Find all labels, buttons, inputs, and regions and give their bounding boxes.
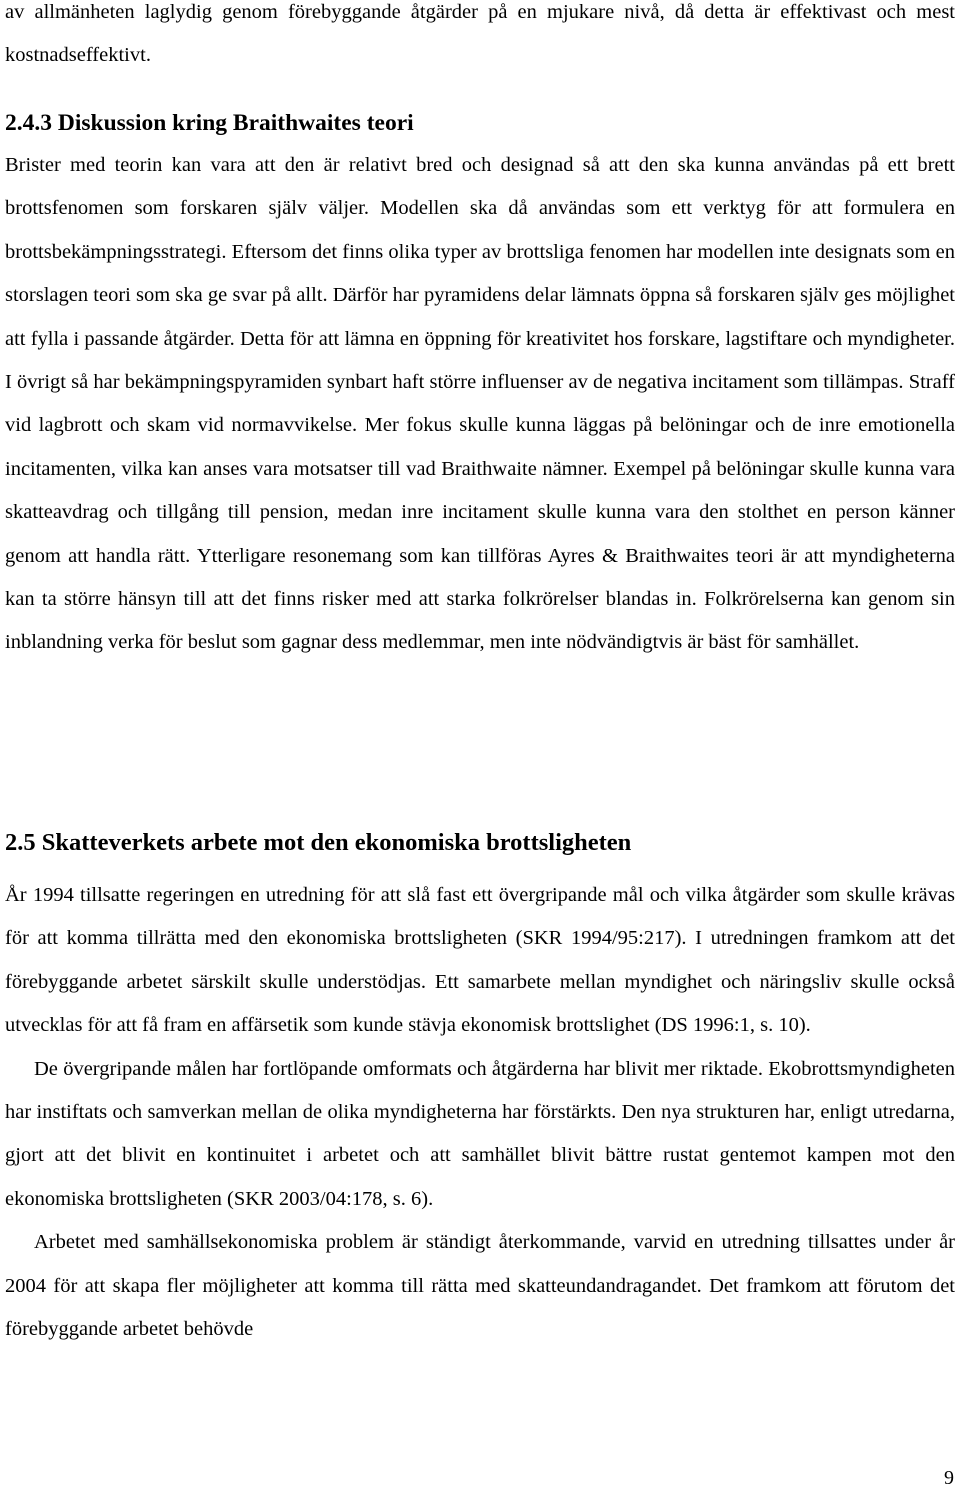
heading-section-2-4-3: 2.4.3 Diskussion kring Braithwaites teori	[5, 110, 414, 136]
page-number: 9	[944, 1467, 954, 1489]
paragraph-utredning-1994: År 1994 tillsatte regeringen en utredning för att slå fast ett övergripande mål och vilka åtgärder som skulle krävas för att komma tillrätta med den ekonomiska brottsligheten (SKR 1994/95:217). I utredningen framkom att det förebyggande arbetet särskilt skulle understödjas. Ett samarbete mellan myndighet och näringsliv skulle också utvecklas för att få fram en affärsetik som kunde stävja ekonomisk brottslighet (DS 1996:1, s. 10).	[5, 884, 955, 1037]
paragraph-overgripande-malen: De övergripande målen har fortlöpande omformats och åtgärderna har blivit mer riktade. Ekobrottsmyndigheten har instiftats och samverkan mellan de olika myndigheterna har förstärkts. Den nya strukturen har, enligt utredarna, gjort att det blivit en kontinuitet i arbetet och att samhället blivit bättre rustat gentemot kampen mot den ekonomiska brottsligheten (SKR 2003/04:178, s. 6).	[5, 1057, 955, 1210]
paragraph-samhallsekonomiska-problem: Arbetet med samhällsekonomiska problem är ständigt återkommande, varvid en utredning tillsattes under år 2004 för att skapa fler möjligheter att komma till rätta med skatteundandragandet. Det framkom att förutom det förebyggande arbetet behövde	[5, 1231, 955, 1341]
section-25-body	[5, 874, 955, 1351]
section-243-body	[5, 144, 955, 665]
intro-block	[5, 0, 955, 78]
paragraph-braithwaite-discussion: Brister med teorin kan vara att den är relativt bred och designad så att den ska kunna användas på ett brett brottsfenomen som forskaren själv väljer. Modellen ska då användas som ett verktyg för att formulera en brottsbekämpningsstrategi. Eftersom det finns olika typer av brottsliga fenomen har modellen inte designats som en storslagen teori som ska ge svar på allt. Därför har pyramidens delar lämnats öppna så forskaren själv ges möjlighet att fylla i passande åtgärder. Detta för att lämna en öppning för kreativitet hos forskare, lagstiftare och myndigheter. I övrigt så har bekämpningspyramiden synbart haft större influenser av de negativa incitament som tillämpas. Straff vid lagbrott och skam vid normavvikelse. Mer fokus skulle kunna läggas på belöningar och de inre emotionella incitamenten, vilka kan anses vara motsatser till vad Braithwaite nämner. Exempel på belöningar skulle kunna vara skatteavdrag och tillgång till pension, medan inre incitament skulle kunna vara den stolthet en person känner genom att handla rätt. Ytterligare resonemang som kan tillföras Ayres & Braithwaites teori är att myndigheterna kan ta större hänsyn till att det finns risker med att starka folkrörelser blandas in. Folkrörelserna kan genom sin inblandning verka för beslut som gagnar dess medlemmar, men inte nödvändigtvis är bäst för samhället.	[5, 154, 955, 654]
paragraph-intro: av allmänheten laglydig genom förebyggande åtgärder på en mjukare nivå, då detta är effektivast och mest kostnadseffektivt.	[5, 1, 955, 67]
heading-section-2-5: 2.5 Skatteverkets arbete mot den ekonomiska brottsligheten	[5, 829, 632, 856]
section-25-heading-block	[5, 828, 955, 858]
section-243-heading-block	[5, 108, 955, 138]
